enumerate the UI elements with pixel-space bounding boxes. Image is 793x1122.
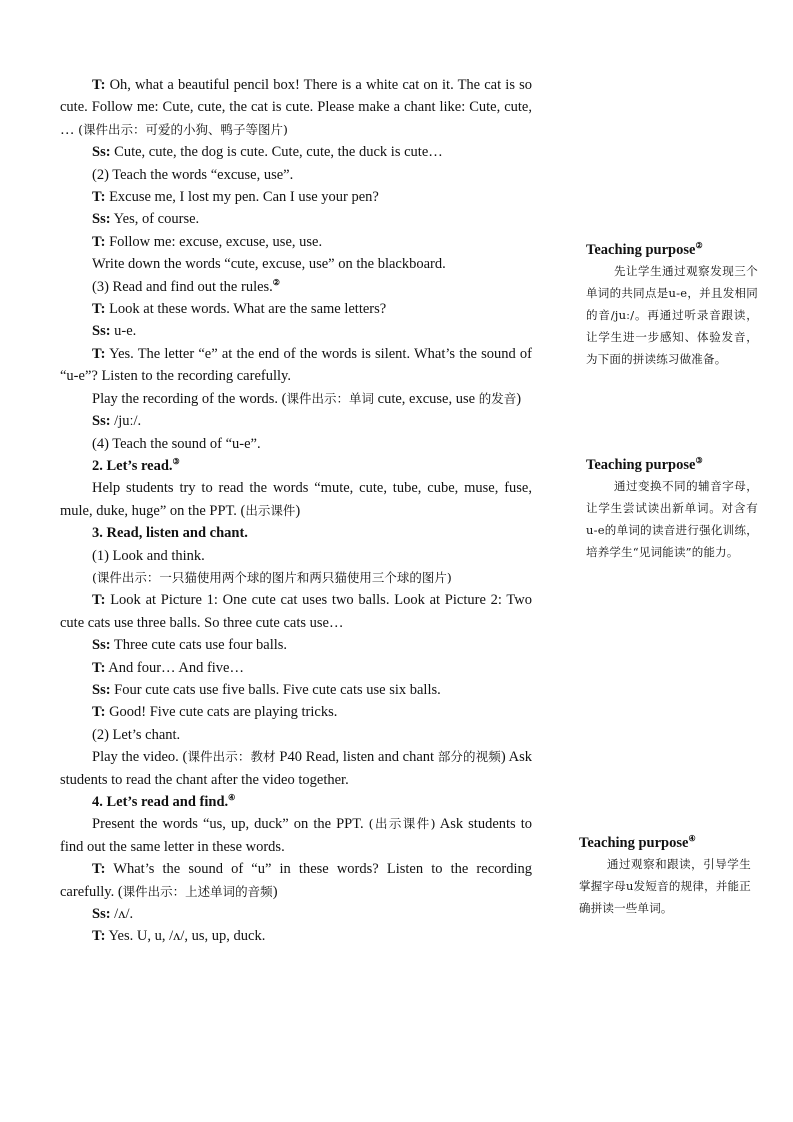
body-text: Four cute cats use five balls. Five cute cats use six balls. bbox=[110, 681, 441, 698]
body-paragraph bbox=[60, 477, 532, 522]
teaching-purpose-note-2 bbox=[586, 240, 758, 370]
body-paragraph bbox=[60, 545, 532, 567]
body-paragraph bbox=[60, 925, 532, 947]
body-text: And four… And five… bbox=[105, 659, 244, 676]
note-text: 先让学生通过观察发现三个单词的共同点是u-e，并且发相同的音/juː/。再通过听录音跟读，让学生进一步感知、体验发音，为下面的拼读练习做准备。 bbox=[586, 264, 758, 366]
body-paragraph bbox=[60, 164, 532, 186]
body-paragraph bbox=[60, 589, 532, 634]
body-text: P40 Read, listen and chant bbox=[275, 749, 438, 766]
body-paragraph bbox=[60, 208, 532, 230]
body-text: Three cute cats use four balls. bbox=[110, 637, 288, 654]
body-text: Ask students to find out the same letter in these words. bbox=[60, 816, 532, 855]
body-text: Cute, cute, the dog is cute. Cute, cute, the duck is cute… bbox=[110, 144, 443, 161]
footnote-mark: ② bbox=[272, 277, 280, 287]
speaker-label: Ss: bbox=[92, 413, 111, 430]
body-paragraph bbox=[60, 343, 532, 388]
speaker-label: Ss: bbox=[92, 323, 111, 340]
speaker-label: T: bbox=[92, 77, 106, 93]
speaker-label: 3. Read, listen and chant. bbox=[92, 525, 248, 542]
note-text: 通过变换不同的辅音字母，让学生尝试读出新单词。对含有u-e的单词的读音进行强化训练，培养学生“见词能读”的能力。 bbox=[586, 479, 758, 559]
speaker-label: T: bbox=[92, 659, 106, 676]
chinese-annotation: (课件出示：可爱的小狗、鸭子等图片) bbox=[78, 121, 288, 137]
speaker-label: T: bbox=[92, 233, 106, 250]
note-title: Teaching purpose③ bbox=[586, 456, 703, 473]
body-text: /ʌ/. bbox=[110, 906, 134, 923]
body-paragraph bbox=[60, 522, 532, 544]
note-title: Teaching purpose② bbox=[586, 241, 703, 258]
chinese-annotation: 课件出示：教材 bbox=[187, 749, 276, 765]
body-text: cute, excuse, use bbox=[374, 390, 479, 407]
speaker-label: Ss: bbox=[92, 906, 111, 923]
body-paragraph bbox=[60, 253, 532, 275]
speaker-label: 2. Let’s read. bbox=[92, 457, 173, 474]
body-paragraph bbox=[60, 657, 532, 679]
body-paragraph bbox=[60, 858, 532, 903]
chinese-annotation: 部分的视频 bbox=[437, 749, 501, 765]
body-paragraph bbox=[60, 141, 532, 163]
body-text: (2) Let’s chant. bbox=[92, 726, 181, 743]
body-text: u-e. bbox=[110, 323, 137, 340]
body-paragraph bbox=[60, 388, 532, 410]
body-paragraph bbox=[60, 231, 532, 253]
body-text: ) bbox=[272, 883, 278, 900]
teaching-purpose-note-4 bbox=[579, 833, 751, 919]
body-text: ) bbox=[516, 390, 522, 407]
speaker-label: Ss: bbox=[92, 211, 111, 228]
body-text: Follow me: excuse, excuse, use, use. bbox=[105, 233, 323, 250]
chinese-annotation: (课件出示：一只猫使用两个球的图片和两只猫使用三个球的图片) bbox=[92, 569, 452, 585]
body-text: Play the video. ( bbox=[92, 749, 188, 766]
speaker-label: Ss: bbox=[92, 681, 111, 698]
body-text: Yes, of course. bbox=[110, 211, 200, 228]
body-text: Present the words “us, up, duck” on the PPT. bbox=[92, 816, 369, 833]
body-text: /juː/. bbox=[110, 413, 142, 430]
body-text: Excuse me, I lost my pen. Can I use your pen? bbox=[105, 189, 379, 206]
chinese-annotation: 出示课件 bbox=[245, 502, 296, 518]
body-text: Look at Picture 1: One cute cat uses two balls. Look at Picture 2: Two cute cats use three balls. So three cute cats use… bbox=[60, 592, 532, 631]
note-text: 通过观察和跟读，引导学生掌握字母u发短音的规律，并能正确拼读一些单词。 bbox=[579, 857, 751, 915]
body-text: Oh, what a beautiful pencil box! There is a white cat on it. The cat is so cute. Follow me: Cute, cute, the cat is cute. Please make a chant like: Cute, cute, … bbox=[60, 77, 532, 138]
body-text: Play the recording of the words. ( bbox=[92, 390, 287, 407]
body-paragraph bbox=[60, 813, 532, 858]
speaker-label: Ss: bbox=[92, 637, 111, 654]
body-text: (2) Teach the words “excuse, use”. bbox=[92, 166, 294, 183]
speaker-label: T: bbox=[92, 861, 106, 878]
speaker-label: T: bbox=[92, 301, 106, 318]
body-paragraph bbox=[60, 634, 532, 656]
body-paragraph bbox=[60, 455, 532, 477]
body-paragraph bbox=[60, 701, 532, 723]
body-text: (1) Look and think. bbox=[92, 547, 205, 564]
body-paragraph bbox=[60, 186, 532, 208]
body-text: Yes. U, u, /ʌ/, us, up, duck. bbox=[105, 928, 266, 945]
chinese-annotation: 课件出示：单词 bbox=[286, 390, 375, 406]
body-text: Look at these words. What are the same letters? bbox=[105, 301, 387, 318]
body-text: (4) Teach the sound of “u-e”. bbox=[92, 435, 261, 452]
chinese-annotation: 课件出示：上述单词的音频 bbox=[122, 883, 273, 899]
speaker-label: T: bbox=[92, 592, 106, 609]
footnote-mark: ③ bbox=[172, 457, 180, 467]
teaching-purpose-note-3 bbox=[586, 455, 758, 563]
body-text: ) Ask students to read the chant after the video together. bbox=[60, 749, 532, 788]
speaker-label: T: bbox=[92, 928, 106, 945]
body-paragraph bbox=[60, 724, 532, 746]
body-text: What’s the sound of “u” in these words? Listen to the recording carefully. ( bbox=[60, 861, 532, 900]
body-paragraph bbox=[60, 746, 532, 791]
body-text: (3) Read and find out the rules. bbox=[92, 278, 273, 295]
footnote-mark: ④ bbox=[228, 793, 236, 803]
body-text: Good! Five cute cats are playing tricks. bbox=[105, 704, 338, 721]
body-paragraph bbox=[60, 276, 532, 298]
speaker-label: T: bbox=[92, 345, 106, 362]
body-paragraph bbox=[60, 567, 532, 589]
body-text: Help students try to read the words “mute, cute, tube, cube, muse, fuse, mule, duke, huge” on the PPT. ( bbox=[60, 480, 532, 519]
body-paragraph bbox=[60, 791, 532, 813]
body-paragraph bbox=[60, 433, 532, 455]
body-paragraph bbox=[60, 410, 532, 432]
chinese-annotation: 的发音 bbox=[478, 390, 517, 406]
body-paragraph bbox=[60, 298, 532, 320]
body-paragraph bbox=[60, 74, 532, 141]
lesson-body bbox=[60, 74, 532, 948]
body-paragraph bbox=[60, 320, 532, 342]
speaker-label: T: bbox=[92, 189, 106, 206]
chinese-annotation: (出示课件) bbox=[368, 816, 436, 832]
speaker-label: Ss: bbox=[92, 144, 111, 161]
body-paragraph bbox=[60, 903, 532, 925]
speaker-label: T: bbox=[92, 704, 106, 721]
speaker-label: 4. Let’s read and find. bbox=[92, 794, 229, 810]
body-text: Yes. The letter “e” at the end of the words is silent. What’s the sound of “u-e”? Listen to the recording carefully. bbox=[60, 345, 532, 385]
body-text: ) bbox=[295, 502, 301, 519]
note-title: Teaching purpose④ bbox=[579, 834, 696, 851]
body-text: Write down the words “cute, excuse, use” on the blackboard. bbox=[92, 256, 446, 273]
body-paragraph bbox=[60, 679, 532, 701]
